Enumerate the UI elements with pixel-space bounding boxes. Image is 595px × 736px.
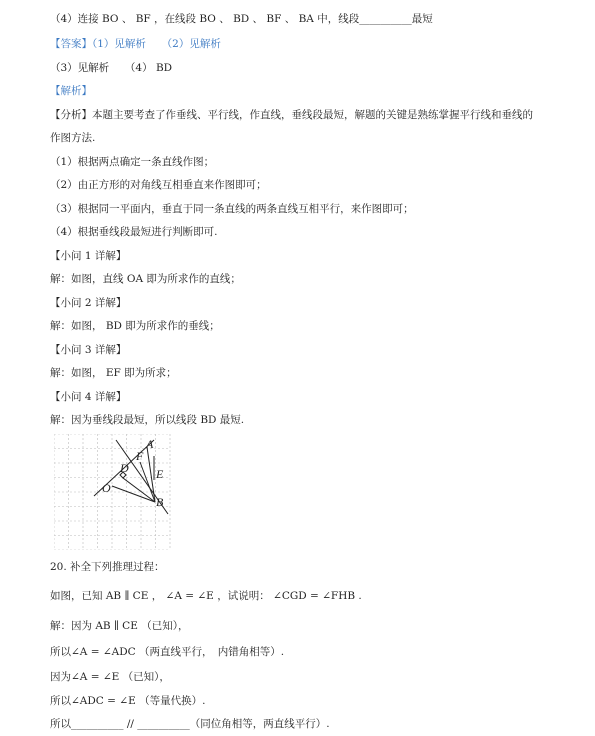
label-f: F (136, 449, 144, 463)
analysis-line-2: 作图方法. (50, 132, 96, 144)
sub-q2-answer: 解：如图， BD 即为所求作的垂线； (50, 320, 220, 332)
sub-q3-answer: 解：如图， EF 即为所求； (50, 367, 177, 379)
q20-sol-2: 所以∠A = ∠ADC （两直线平行， 内错角相等）. (50, 646, 285, 658)
label-a: A (146, 437, 154, 451)
segment-ob (112, 486, 155, 502)
sub-q2-heading: 【小问 2 详解】 (50, 297, 127, 309)
label-o: O (102, 481, 111, 495)
answer-line-1 (50, 37, 221, 51)
q20-sol-4: 所以∠ADC = ∠E （等量代换）. (50, 695, 206, 707)
label-b: B (156, 495, 164, 509)
step-1: （1）根据两点确定一条直线作图； (50, 156, 215, 168)
analysis-line-1: 【分析】本题主要考查了作垂线、平行线，作直线，垂线段最短，解题的关键是熟练掌握平行线和垂线的 (50, 109, 533, 121)
label-e: E (156, 467, 164, 481)
analysis-tag: 【解析】 (50, 85, 92, 97)
q20-given: 如图，已知 AB ∥ CE ， ∠A = ∠E ，试说明： ∠CGD = ∠FHB . (50, 590, 362, 602)
geometry-figure (54, 434, 172, 550)
step-2: （2）由正方形的对角线互相垂直来作图即可； (50, 179, 267, 191)
q20-title: 20. 补全下列推理过程： (50, 561, 165, 573)
sub-q4-answer: 解：因为垂线段最短，所以线段 BD 最短. (50, 414, 245, 426)
q20-sol-1: 解：因为 AB ∥ CE （已知）， (50, 620, 189, 632)
q20-sol-5: 所以__________ // __________（同位角相等，两直线平行）. (50, 718, 330, 730)
step-4: （4）根据垂线段最短进行判断即可. (50, 226, 218, 238)
sub-q1-answer: 解：如图，直线 OA 即为所求作的直线； (50, 273, 241, 285)
step-3: （3）根据同一平面内，垂直于同一条直线的两条直线互相平行，来作图即可； (50, 203, 414, 215)
answer-line-2: （3）见解析 （4） BD (50, 62, 173, 74)
sub-q3-heading: 【小问 3 详解】 (50, 344, 127, 356)
q20-sol-3: 因为∠A = ∠E （已知）， (50, 671, 170, 683)
answer-text: 【答案】（1）见解析 （2）见解析 (50, 38, 221, 50)
sub-q1-heading: 【小问 1 详解】 (50, 250, 127, 262)
label-d: D (120, 461, 129, 475)
q4-text: （4）连接 BO 、 BF ，在线段 BO 、 BD 、 BF 、 BA 中，线段__________最短 (50, 13, 433, 25)
sub-q4-heading: 【小问 4 详解】 (50, 391, 127, 403)
